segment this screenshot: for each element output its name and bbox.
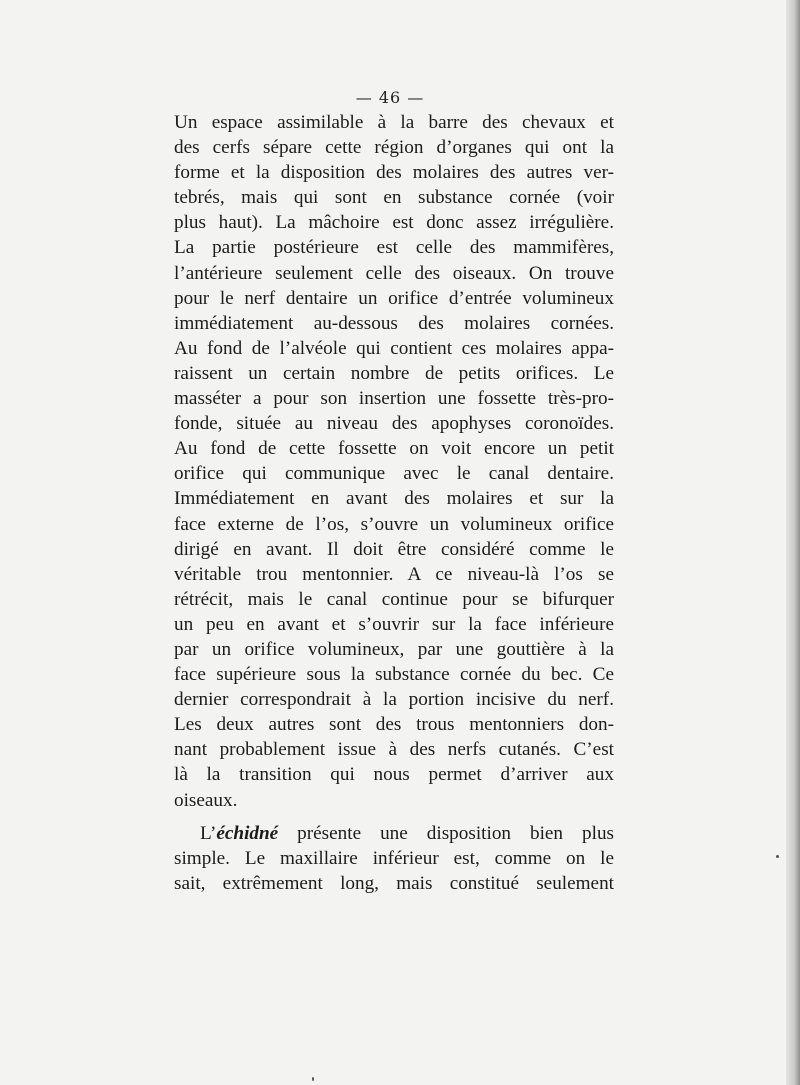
text-line: Les deux autres sont des trous mentonniers don- xyxy=(174,714,614,736)
text-line: simple. Le maxillaire inférieur est, comme on le xyxy=(174,847,614,869)
text-line: orifice qui communique avec le canal dentaire. xyxy=(174,463,614,485)
text-line: forme et la disposition des molaires des autres ver- xyxy=(174,162,614,184)
text-line xyxy=(174,821,614,846)
text-line: nant probablement issue à des nerfs cutanés. C’est xyxy=(174,739,614,761)
text-line: fonde, située au niveau des apophyses coronoïdes. xyxy=(174,413,614,435)
text-line: masséter a pour son insertion une fossette très-pro- xyxy=(174,388,614,410)
text-line: là la transition qui nous permet d’arriver aux xyxy=(174,764,614,786)
text-line: plus haut). La mâchoire est donc assez irrégulière. xyxy=(174,212,614,234)
page-number: — 46 — xyxy=(355,88,425,107)
paragraph-2 xyxy=(174,821,614,896)
paper-speck xyxy=(312,1077,314,1081)
text-line: pour le nerf dentaire un orifice d’entrée volumineux xyxy=(174,287,614,309)
text-line: Au fond de cette fossette on voit encore un petit xyxy=(174,438,614,460)
text-line: oiseaux. xyxy=(174,789,238,811)
body-text xyxy=(174,110,614,896)
text-line: dirigé en avant. Il doit être considéré comme le xyxy=(174,538,614,560)
text-line: face supérieure sous la substance cornée du bec. Ce xyxy=(174,664,614,686)
text-line: Immédiatement en avant des molaires et sur la xyxy=(174,488,614,510)
text-line: dernier correspondrait à la portion incisive du nerf. xyxy=(174,689,614,711)
text-line: des cerfs sépare cette région d’organes qui ont la xyxy=(174,137,614,159)
text-line: La partie postérieure est celle des mammifères, xyxy=(174,237,614,259)
line-continuation: présente une disposition bien plus xyxy=(278,822,614,844)
paper-speck xyxy=(776,855,779,858)
text-line: raissent un certain nombre de petits orifices. Le xyxy=(174,362,614,384)
text-line: l’antérieure seulement celle des oiseaux. On trouve xyxy=(174,262,614,284)
paragraph-lead: L’ xyxy=(200,822,217,844)
text-line: sait, extrêmement long, mais constitué seulement xyxy=(174,872,614,894)
text-line: tebrés, mais qui sont en substance cornée (voir xyxy=(174,187,614,209)
text-line: par un orifice volumineux, par une gouttière à la xyxy=(174,638,614,660)
text-line: véritable trou mentonnier. A ce niveau-là l’os se xyxy=(174,563,614,585)
page-edge-shadow xyxy=(786,0,800,1085)
text-line: immédiatement au-dessous des molaires cornées. xyxy=(174,312,614,334)
text-line: rétrécit, mais le canal continue pour se bifurquer xyxy=(174,588,614,610)
text-line: un peu en avant et s’ouvrir sur la face inférieure xyxy=(174,613,614,635)
text-line: Au fond de l’alvéole qui contient ces molaires appa- xyxy=(174,337,614,359)
emphasized-word: échidné xyxy=(216,822,279,844)
paragraph-gap xyxy=(174,813,614,821)
text-line: Un espace assimilable à la barre des chevaux et xyxy=(174,112,614,133)
text-line: face externe de l’os, s’ouvre un volumineux orifice xyxy=(174,513,614,535)
paragraph-1 xyxy=(174,110,614,813)
